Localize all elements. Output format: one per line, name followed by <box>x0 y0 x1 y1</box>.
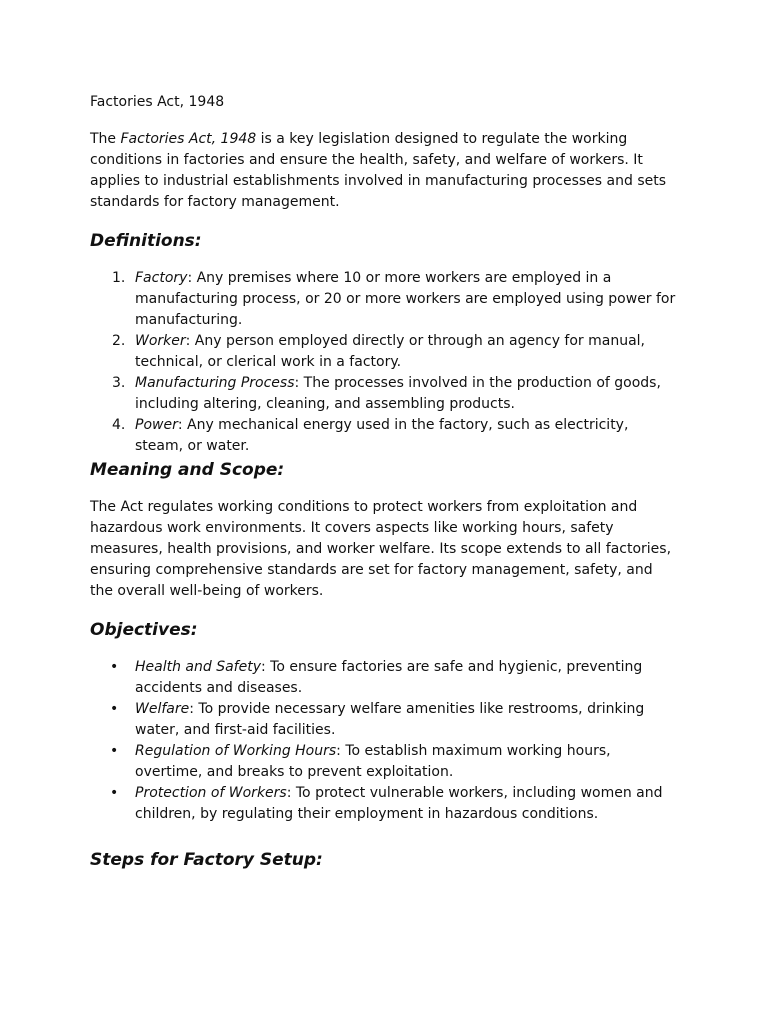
definition-term: Factory <box>135 270 188 286</box>
objectives-list <box>90 657 680 825</box>
definition-term: Power <box>135 417 178 433</box>
definition-item <box>90 373 680 415</box>
definition-text: : Any mechanical energy used in the factory, such as electricity, steam, or water. <box>135 417 629 454</box>
objective-term: Health and Safety <box>135 659 261 675</box>
objective-item <box>90 741 680 783</box>
definition-term: Worker <box>135 333 186 349</box>
objective-text: : To protect vulnerable workers, including women and children, by regulating their employment in hazardous conditions. <box>135 785 663 822</box>
objective-term: Regulation of Working Hours <box>135 743 337 759</box>
definition-text: : Any person employed directly or through an agency for manual, technical, or clerical work in a factory. <box>135 333 646 370</box>
document-title: Factories Act, 1948 <box>90 94 225 110</box>
definitions-heading: Definitions: <box>90 231 202 251</box>
definition-term: Manufacturing Process <box>135 375 295 391</box>
bullet-icon: • <box>110 785 119 801</box>
objective-term: Protection of Workers <box>135 785 287 801</box>
scope-paragraph: The Act regulates working conditions to protect workers from exploitation and hazardous work environments. It covers aspects like working hours, safety measures, health provisions, and worker welfare. Its scope extends to all factories, ensuring comprehensive standards are set for factory management, safety, and the overall well-being of workers. <box>90 499 672 599</box>
definition-item <box>90 268 680 331</box>
list-number: 4. <box>112 417 126 433</box>
definition-item <box>90 331 680 373</box>
definition-text: : The processes involved in the production of goods, including altering, cleaning, and assembling products. <box>135 375 661 412</box>
intro-act-name: Factories Act, 1948 <box>120 131 257 147</box>
objective-item <box>90 783 680 825</box>
bullet-icon: • <box>110 659 119 675</box>
meaning-scope-heading: Meaning and Scope: <box>90 460 285 480</box>
document-page <box>90 92 680 871</box>
factory-setup-heading: Steps for Factory Setup: <box>90 850 323 870</box>
intro-paragraph <box>90 129 680 213</box>
definitions-list <box>90 268 680 457</box>
intro-text-start: The <box>90 131 121 147</box>
bullet-icon: • <box>110 701 119 717</box>
list-number: 1. <box>112 270 126 286</box>
objective-item <box>90 699 680 741</box>
list-number: 3. <box>112 375 126 391</box>
objective-text: : To ensure factories are safe and hygienic, preventing accidents and diseases. <box>135 659 643 696</box>
definition-text: : Any premises where 10 or more workers are employed in a manufacturing process, or 20 or more workers are employed using power for manufacturing. <box>135 270 676 328</box>
objective-term: Welfare <box>135 701 190 717</box>
objective-text: : To provide necessary welfare amenities like restrooms, drinking water, and first-aid facilities. <box>135 701 645 738</box>
list-number: 2. <box>112 333 126 349</box>
objective-text: : To establish maximum working hours, overtime, and breaks to prevent exploitation. <box>135 743 611 780</box>
bullet-icon: • <box>110 743 119 759</box>
definition-item <box>90 415 680 457</box>
objectives-heading: Objectives: <box>90 620 198 640</box>
objective-item <box>90 657 680 699</box>
intro-text-rest: is a key legislation designed to regulate the working conditions in factories and ensure the health, safety, and welfare of workers. It applies to industrial establishments involved in manufacturing processes and sets standards for factory management. <box>90 131 667 210</box>
